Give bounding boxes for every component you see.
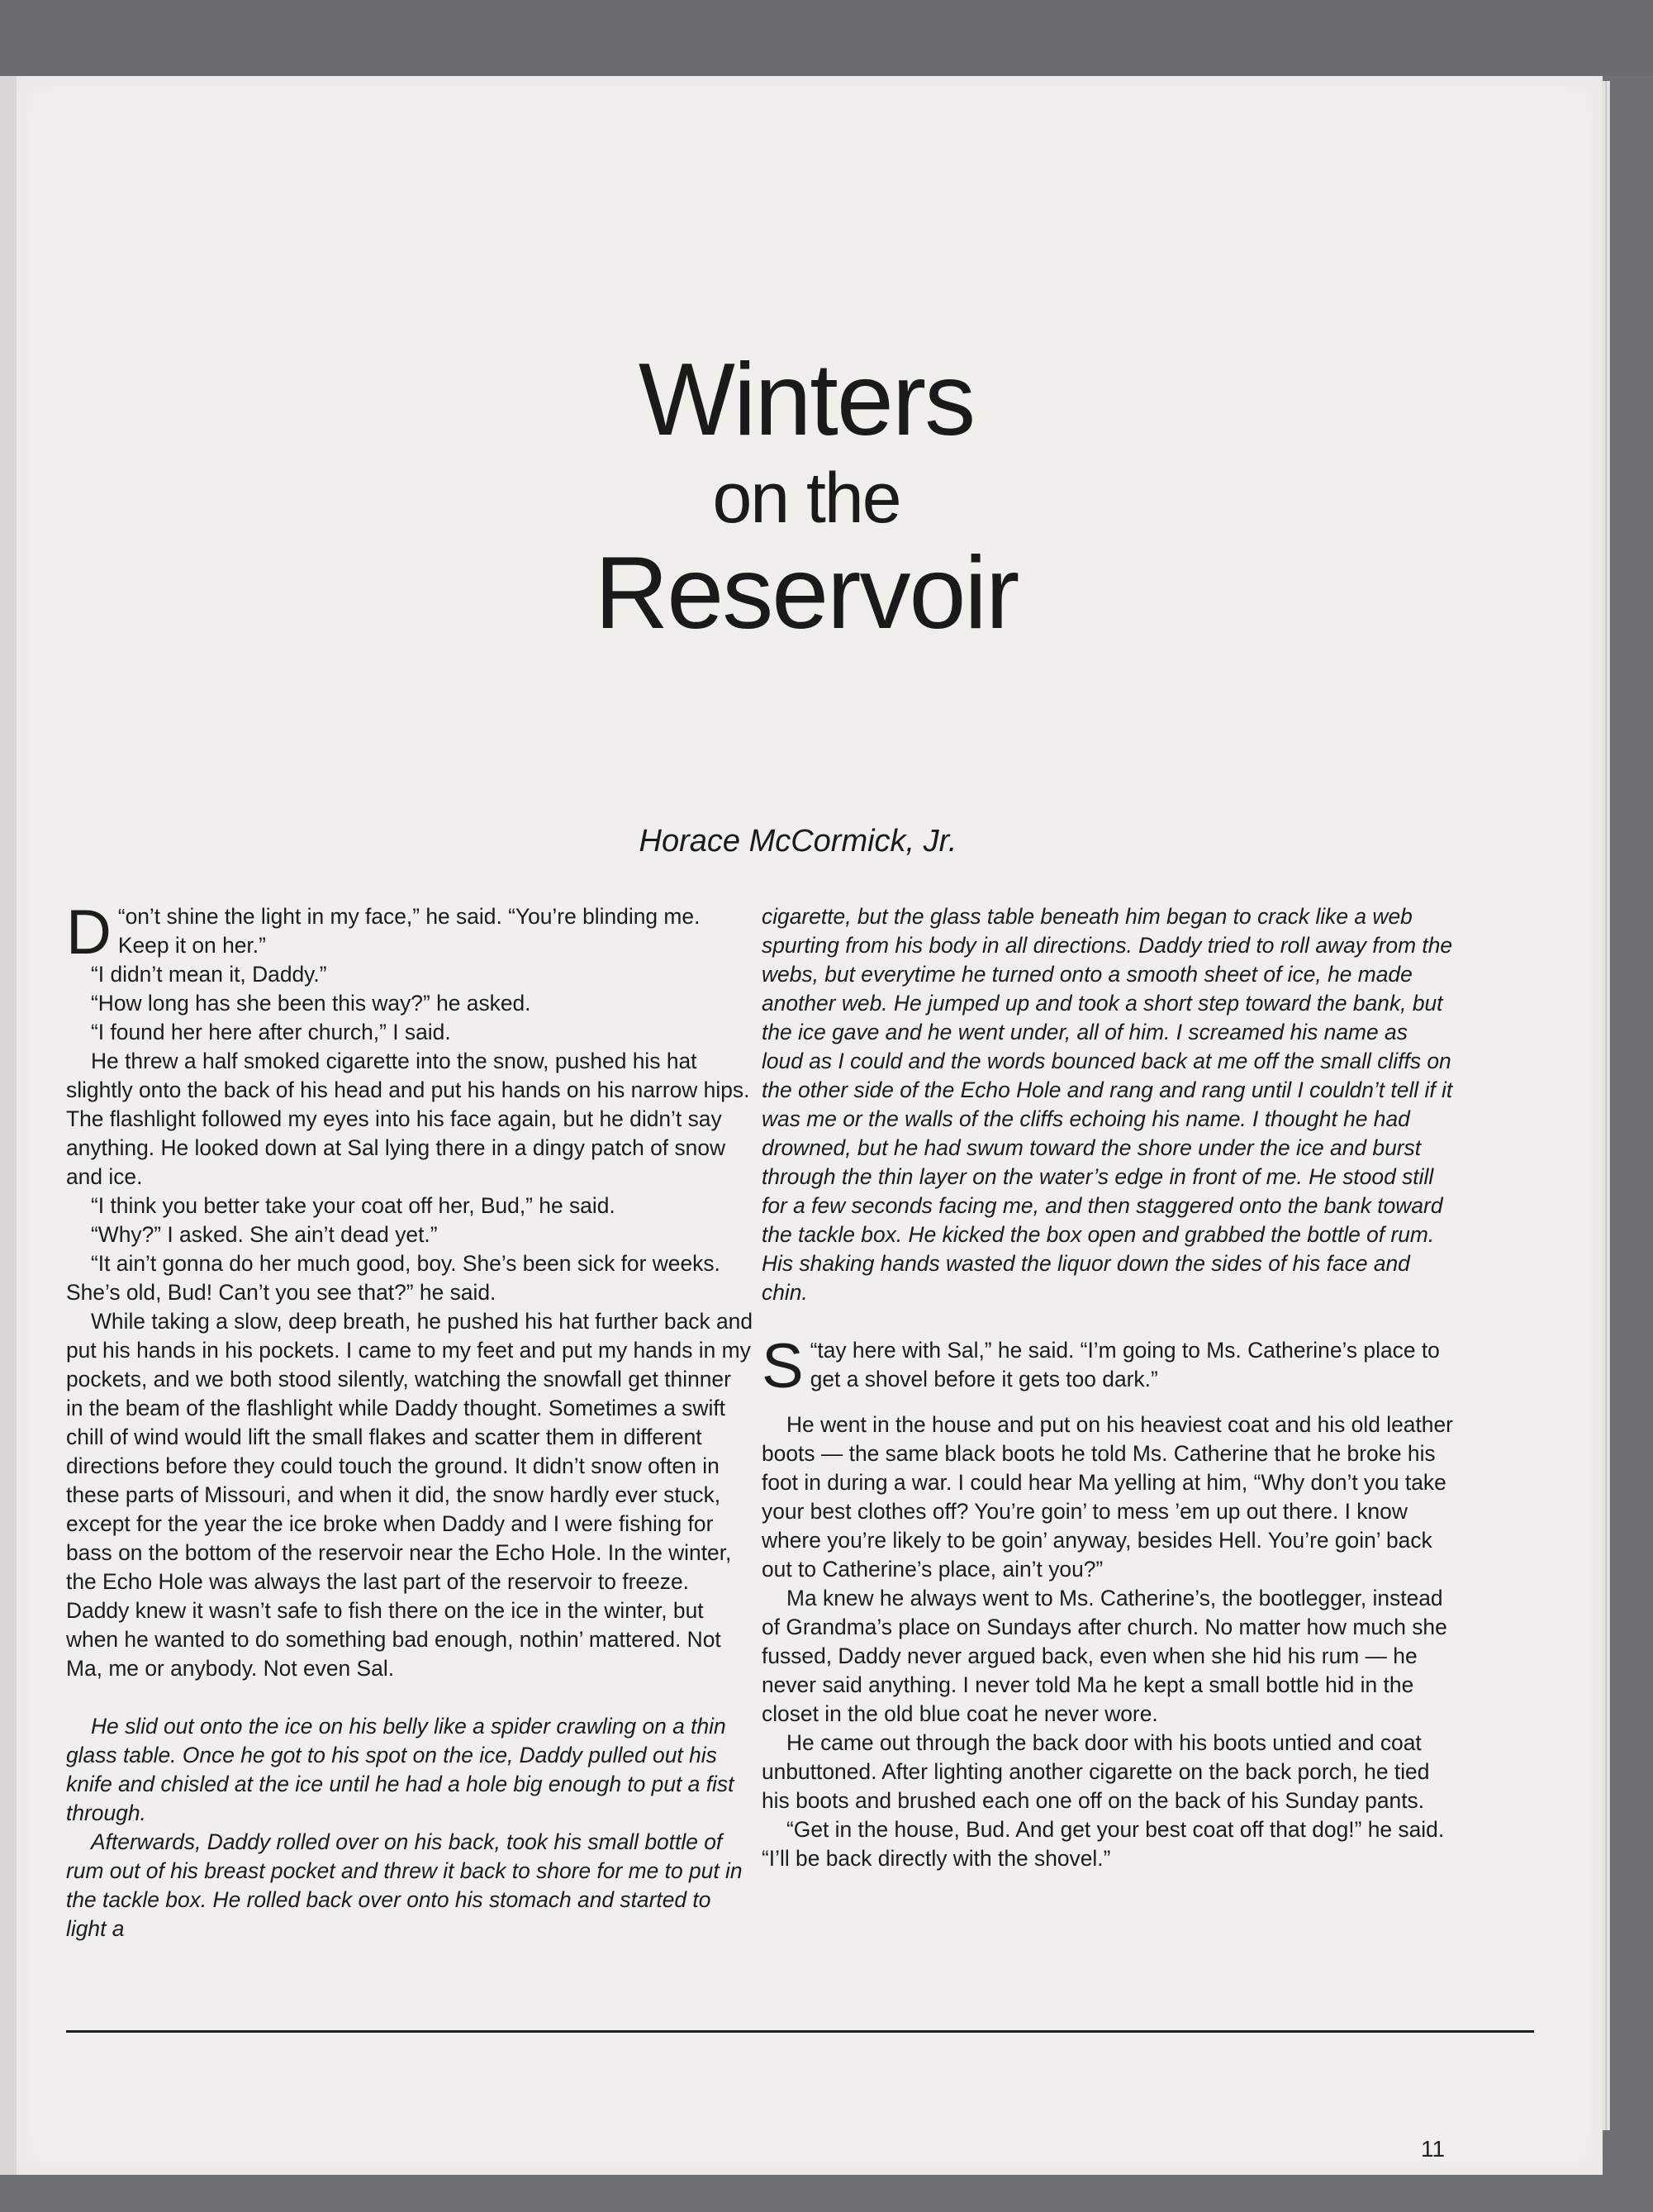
right-column <box>762 902 1454 1873</box>
italic-paragraph: cigarette, but the glass table beneath him began to crack like a web spurting from his body in all directions. Daddy tried to roll away from the webs, but everytime he turned onto a smooth sheet of ice, he made another web. He jumped up and took a short step toward the bank, but the ice gave and he went under, all of him. I screamed his name as loud as I could and the words bounced back at me off the small cliffs on the other side of the Echo Hole and rang and rang until I couldn’t tell if it was me or the walls of the cliffs echoing his name. I thought he had drowned, but he had swum toward the shore under the ice and burst through the thin layer on the water’s edge in front of me. He stood still for a few seconds facing me, and then staggered onto the bank toward the tackle box. He kicked the box open and grabbed the bottle of rum. His shaking hands wasted the liquor down the sides of his face and chin. <box>762 904 1453 1305</box>
opening-paragraph <box>66 897 753 968</box>
section-gap <box>66 1683 753 1712</box>
paragraph: “Get in the house, Bud. And get your best coat off that dog!” he said. “I’ll be back directly with the shovel.” <box>762 1817 1445 1871</box>
section-gap <box>762 1307 1454 1336</box>
title-line-3: Reservoir <box>594 536 1019 650</box>
section-gap <box>762 1394 1454 1410</box>
page-number: 11 <box>1421 2136 1446 2162</box>
paragraph: “I think you better take your coat off her, Bud,” he said. <box>91 1193 615 1218</box>
title-line-2: on the <box>712 459 900 538</box>
paragraph: He went in the house and put on his heaviest coat and his old leather boots — the same black boots he told Ms. Catherine that he broke his foot in during a war. I could hear Ma yelling at him, “Why don’t you take your best clothes off? You’re goin’ to mess ’em up out there. I know where you’re likely to be goin’ anyway, besides Hell. You’re goin’ back out to Catherine’s place, ain’t you?” <box>762 1412 1453 1582</box>
opening-text: on’t shine the light in my face,” he said. “You’re blinding me. Keep it on her.” <box>117 904 701 958</box>
opening-text: tay here with Sal,” he said. “I’m going to Ms. Catherine’s place to get a shovel before it gets too dark.” <box>810 1338 1440 1391</box>
opening-quote: “ <box>117 904 126 929</box>
paragraph: “Why?” I asked. She ain’t dead yet.” <box>91 1222 438 1247</box>
paragraph: He threw a half smoked cigarette into the snow, pushed his hat slightly onto the back of his head and put his hands on his narrow hips. The flashlight followed my eyes into his face again, but he didn’t say anything. He looked down at Sal lying there in a dingy patch of snow and ice. <box>66 1049 750 1189</box>
title-line-1: Winters <box>638 343 975 457</box>
bottom-rule <box>66 2030 1534 2033</box>
italic-paragraph: Afterwards, Daddy rolled over on his back, took his small bottle of rum out of his breast pocket and threw it back to shore for me to put in the tackle box. He rolled back over onto his stomach and started to light a <box>66 1829 743 1941</box>
drop-cap-s: S <box>762 1331 804 1401</box>
left-column <box>66 897 753 1943</box>
author-byline: Horace McCormick, Jr. <box>639 824 957 859</box>
scan-background <box>0 0 1653 76</box>
paragraph: He came out through the back door with his boots untied and coat unbuttoned. After lighting another cigarette on the back porch, he tied his boots and brushed each one off on the back of his Sunday pants. <box>762 1730 1430 1813</box>
paragraph: Ma knew he always went to Ms. Catherine’s, the bootlegger, instead of Grandma’s place on Sundays after church. No matter how much she fussed, Daddy never argued back, even when she hid his rum — he never said anything. I never told Ma he kept a small bottle hid in the closet in the old blue coat he never wore. <box>762 1586 1447 1726</box>
magazine-page <box>17 76 1603 2175</box>
paragraph: “How long has she been this way?” he asked. <box>91 991 531 1016</box>
second-opening-paragraph <box>762 1331 1454 1401</box>
paragraph: “I didn’t mean it, Daddy.” <box>91 962 327 987</box>
drop-cap-d: D <box>66 897 112 968</box>
opening-quote: “ <box>810 1338 818 1363</box>
italic-paragraph: He slid out onto the ice on his belly like a spider crawling on a thin glass table. Once he got to his spot on the ice, Daddy pulled out his knife and chisled at the ice until he had a hole big enough to put a fist through. <box>66 1714 734 1825</box>
paragraph: “I found her here after church,” I said. <box>91 1020 451 1044</box>
paragraph: While taking a slow, deep breath, he pushed his hat further back and put his hands in his pockets. I came to my feet and put my hands in my pockets, and we both stood silently, watching the snowfall get thinner in the beam of the flashlight while Daddy thought. Sometimes a swift chill of wind would lift the small flakes and scatter them in different directions before they could touch the ground. It didn’t snow often in these parts of Missouri, and when it did, the snow hardly ever stuck, except for the year the ice broke when Daddy and I were fishing for bass on the bottom of the reservoir near the Echo Hole. In the winter, the Echo Hole was always the last part of the reservoir to freeze. Daddy knew it wasn’t safe to fish there on the ice in the winter, but when he wanted to do something bad enough, nothin’ mattered. Not Ma, me or anybody. Not even Sal. <box>66 1309 753 1681</box>
paragraph: “It ain’t gonna do her much good, boy. She’s been sick for weeks. She’s old, Bud! Can’t you see that?” he said. <box>66 1251 720 1305</box>
